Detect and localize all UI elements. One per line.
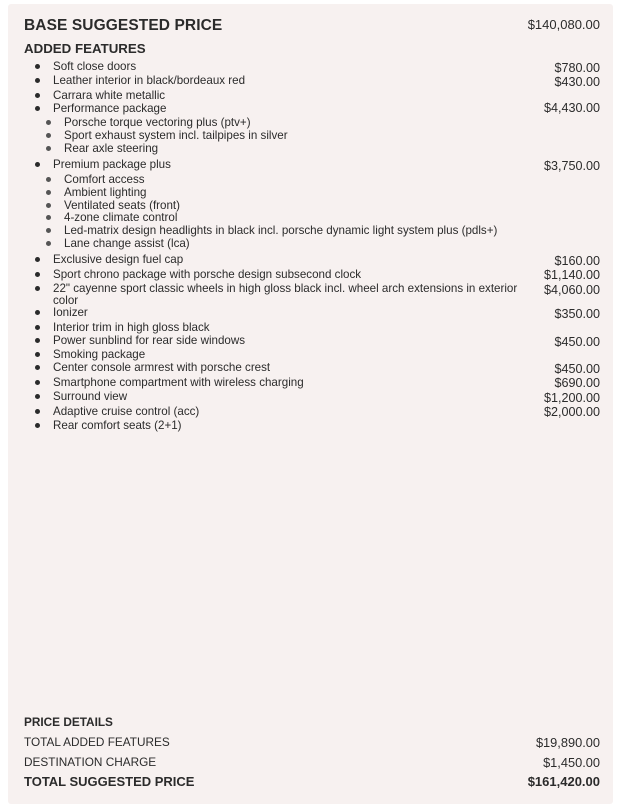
bullet-icon (46, 190, 51, 195)
total-added-features-label: TOTAL ADDED FEATURES (24, 735, 170, 749)
bullet-icon (35, 380, 40, 385)
feature-price: $450.00 (554, 335, 600, 349)
bullet-icon (35, 257, 40, 262)
feature-label: Exclusive design fuel cap (53, 253, 184, 266)
feature-label: Led-matrix design headlights in black incl. porsche dynamic light system plus (pdls+) (64, 224, 498, 237)
total-suggested-price-label: TOTAL SUGGESTED PRICE (24, 774, 195, 789)
bullet-icon (46, 133, 51, 138)
bullet-icon (46, 241, 51, 246)
destination-charge-value: $1,450.00 (543, 755, 600, 770)
feature-price: $160.00 (554, 254, 600, 268)
added-features-heading: ADDED FEATURES (24, 41, 146, 56)
feature-label: Sport chrono package with porsche design subsecond clock (53, 268, 362, 281)
feature-price: $350.00 (554, 307, 600, 321)
bullet-icon (46, 203, 51, 208)
feature-label: Comfort access (64, 173, 145, 186)
bullet-icon (35, 64, 40, 69)
feature-label: Smoking package (53, 348, 146, 361)
total-suggested-price-value: $161,420.00 (527, 774, 600, 789)
feature-label: Center console armrest with porsche crest (53, 361, 271, 374)
feature-label: Ionizer (53, 306, 88, 319)
bullet-icon (46, 177, 51, 182)
feature-label: Smartphone compartment with wireless charging (53, 376, 304, 389)
bullet-icon (35, 106, 40, 111)
bullet-icon (35, 409, 40, 414)
feature-price: $3,750.00 (543, 159, 600, 173)
feature-label: Rear comfort seats (2+1) (53, 419, 182, 432)
base-price-heading: BASE SUGGESTED PRICE (24, 17, 223, 34)
feature-price: $4,060.00 (543, 283, 600, 297)
feature-label: Porsche torque vectoring plus (ptv+) (64, 116, 251, 129)
feature-label: Ambient lighting (64, 186, 147, 199)
feature-label: 22" cayenne sport classic wheels in high gloss black incl. wheel arch extensions in exterior (53, 282, 518, 295)
bullet-icon (35, 325, 40, 330)
feature-label: Power sunblind for rear side windows (53, 334, 246, 347)
destination-charge-label: DESTINATION CHARGE (24, 755, 157, 769)
bullet-icon (35, 423, 40, 428)
feature-price: $4,430.00 (543, 101, 600, 115)
feature-label: Sport exhaust system incl. tailpipes in silver (64, 129, 288, 142)
feature-label: Surround view (53, 390, 128, 403)
feature-label: Performance package (53, 102, 167, 115)
feature-label: Carrara white metallic (53, 89, 166, 102)
bullet-icon (35, 394, 40, 399)
feature-price: $1,140.00 (543, 268, 600, 282)
bullet-icon (35, 286, 40, 291)
base-price-value: $140,080.00 (527, 17, 600, 32)
feature-price: $2,000.00 (543, 405, 600, 419)
bullet-icon (35, 310, 40, 315)
bullet-icon (46, 228, 51, 233)
feature-price: $1,200.00 (543, 391, 600, 405)
bullet-icon (46, 120, 51, 125)
feature-label: Soft close doors (53, 60, 137, 73)
feature-label-continued: color (53, 294, 79, 307)
bullet-icon (35, 162, 40, 167)
price-sheet (8, 4, 613, 804)
feature-price: $780.00 (554, 61, 600, 75)
feature-price: $450.00 (554, 362, 600, 376)
feature-label: Leather interior in black/bordeaux red (53, 74, 246, 87)
bullet-icon (35, 352, 40, 357)
feature-label: Ventilated seats (front) (64, 199, 180, 212)
price-details-heading: PRICE DETAILS (24, 715, 113, 729)
bullet-icon (35, 78, 40, 83)
bullet-icon (46, 146, 51, 151)
feature-label: Rear axle steering (64, 142, 159, 155)
bullet-icon (35, 272, 40, 277)
bullet-icon (46, 215, 51, 220)
feature-label: Premium package plus (53, 158, 171, 171)
total-added-features-value: $19,890.00 (535, 735, 600, 750)
feature-label: Adaptive cruise control (acc) (53, 405, 200, 418)
feature-price: $430.00 (554, 75, 600, 89)
feature-label: 4-zone climate control (64, 211, 178, 224)
feature-label: Interior trim in high gloss black (53, 321, 210, 334)
feature-price: $690.00 (554, 376, 600, 390)
bullet-icon (35, 338, 40, 343)
bullet-icon (35, 365, 40, 370)
bullet-icon (35, 93, 40, 98)
feature-label: Lane change assist (lca) (64, 237, 190, 250)
